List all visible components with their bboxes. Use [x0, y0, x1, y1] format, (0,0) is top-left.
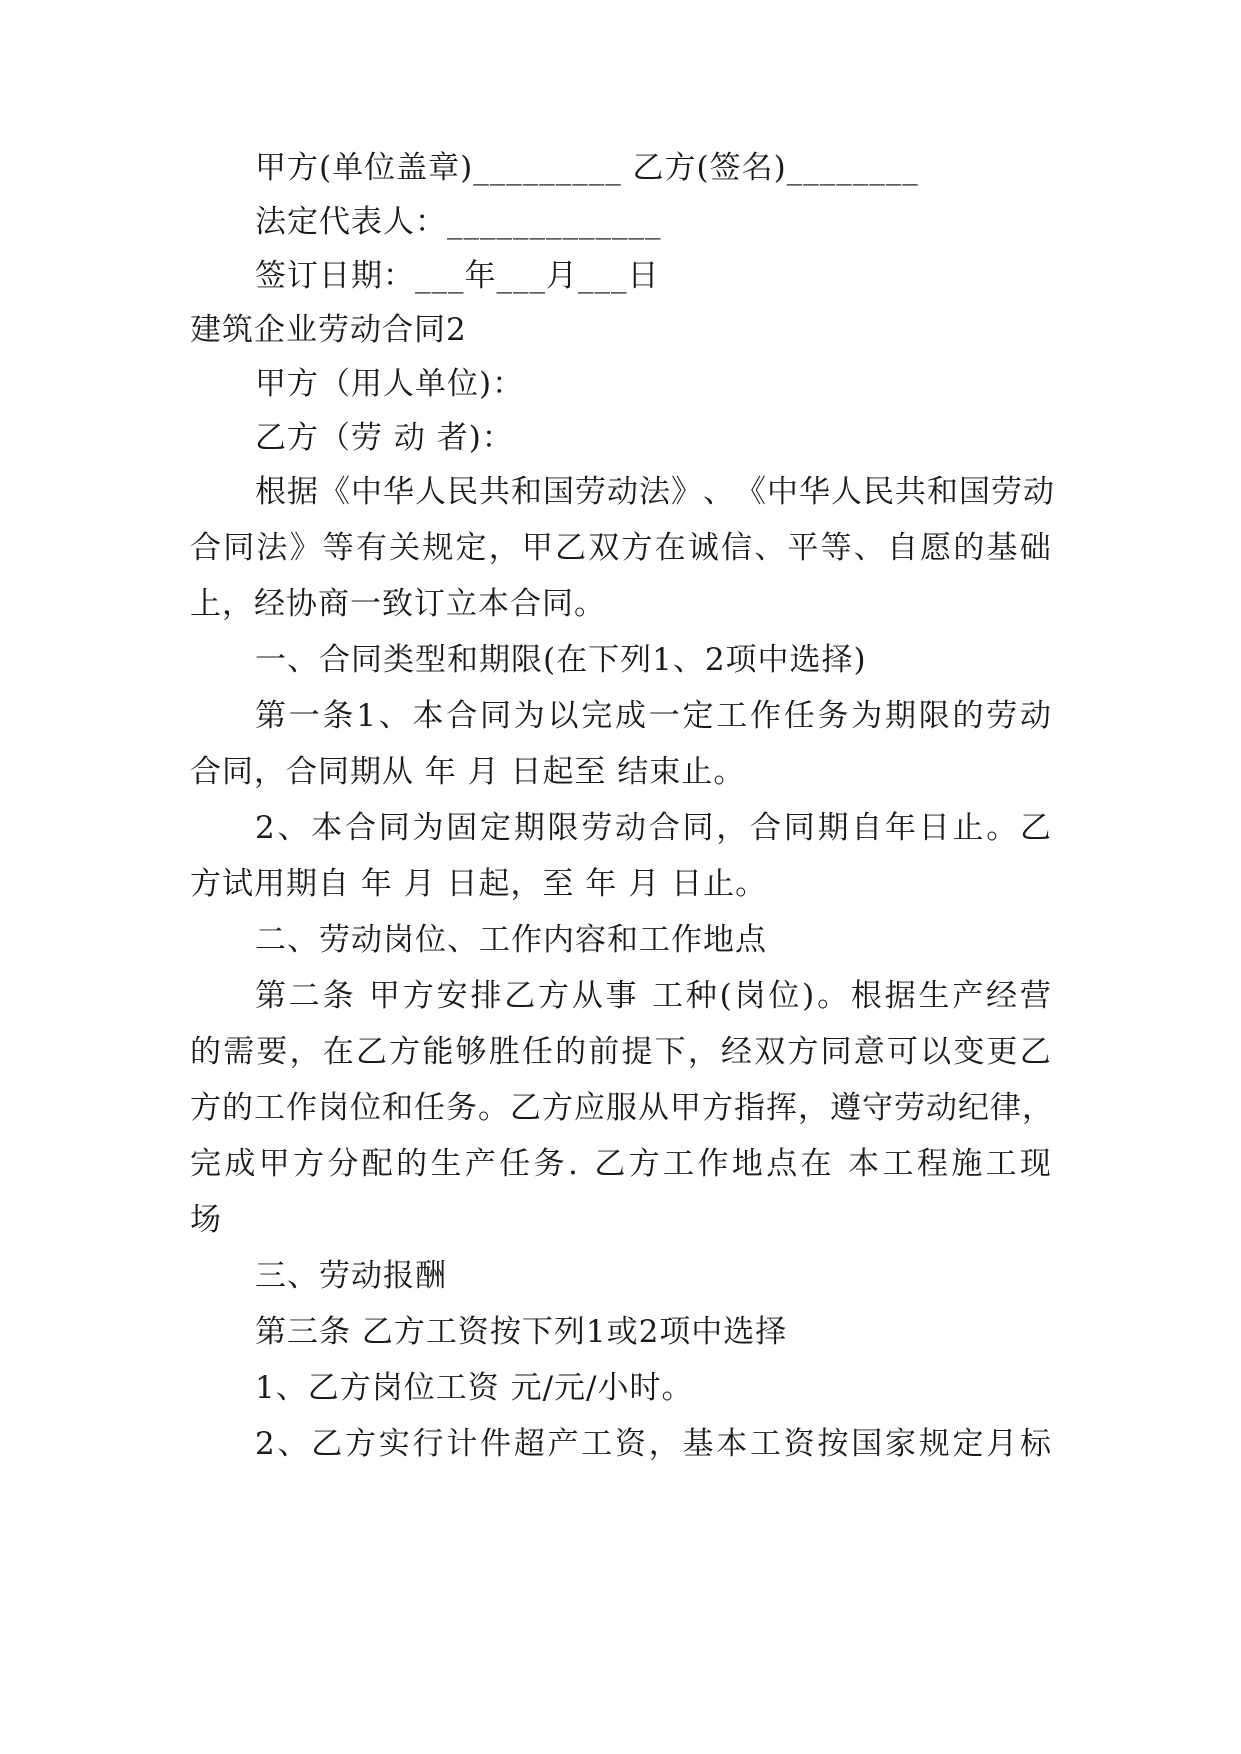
- paragraph-line: 第三条 乙方工资按下列1或2项中选择: [255, 1314, 788, 1350]
- paragraph-line: 1、乙方岗位工资 元/元/小时。: [255, 1370, 694, 1406]
- party-a-line: 甲方（用人单位)：: [255, 366, 525, 402]
- paragraph-line: 第 一 条 1 、 本 合 同 为 以 完 成 一 定 工 作 任 务 为 期 限 的 劳 动: [255, 698, 1052, 734]
- paragraph-line: 完 成 甲 方 分 配 的 生 产 任 务 . 乙 方 工 作 地 点 在 本 工 程 施 工 现: [190, 1146, 1052, 1182]
- paragraph-line: 根 据 《 中 华 人 民 共 和 国 劳 动 法 》 、 《 中 华 人 民 共 和 国 劳 动: [255, 474, 1055, 510]
- paragraph-line: 方试用期自 年 月 日起，至 年 月 日止。: [190, 866, 768, 902]
- clause-heading: 一、合同类型和期限(在下列1、2项中选择): [255, 642, 867, 678]
- paragraph-line: 的 需 要 ， 在 乙 方 能 够 胜 任 的 前 提 下 ， 经 双 方 同 意 可 以 变 更 乙: [190, 1034, 1052, 1070]
- paragraph-line: 第 二 条 甲 方 安 排 乙 方 从 事 工 种 ( 岗 位 ) 。 根 据 生 产 经 营: [255, 978, 1052, 1014]
- signing-date-line: 签订日期：___年___月___日: [255, 258, 660, 294]
- legal-representative-line: 法定代表人：_____________: [255, 204, 662, 240]
- signature-line-parties: 甲方(单位盖章)_________ 乙方(签名)________: [255, 150, 919, 186]
- paragraph-line: 合同，合同期从 年 月 日起至 结束止。: [190, 754, 746, 790]
- party-b-line: 乙方（劳 动 者)：: [255, 420, 514, 456]
- clause-heading: 三、劳动报酬: [255, 1258, 447, 1294]
- clause-heading: 二、劳动岗位、工作内容和工作地点: [255, 922, 767, 958]
- paragraph-line: 上，经协商一致订立本合同。: [190, 586, 606, 622]
- paragraph-line: 方 的 工 作 岗 位 和 任 务 。 乙 方 应 服 从 甲 方 指 挥 ， 遵 守 劳 动 纪 律 ，: [190, 1090, 1054, 1126]
- paragraph-line: 场: [190, 1202, 222, 1238]
- paragraph-line: 2 、 乙 方 实 行 计 件 超 产 工 资 ， 基 本 工 资 按 国 家 规 定 月 标: [255, 1426, 1052, 1462]
- paragraph-line: 2 、 本 合 同 为 固 定 期 限 劳 动 合 同 ， 合 同 期 自 年 日 止 。 乙: [255, 810, 1052, 846]
- paragraph-line: 合 同 法 》 等 有 关 规 定 ， 甲 乙 双 方 在 诚 信 、 平 等 、 自 愿 的 基 础: [190, 530, 1052, 566]
- section-title: 建筑企业劳动合同2: [190, 312, 467, 348]
